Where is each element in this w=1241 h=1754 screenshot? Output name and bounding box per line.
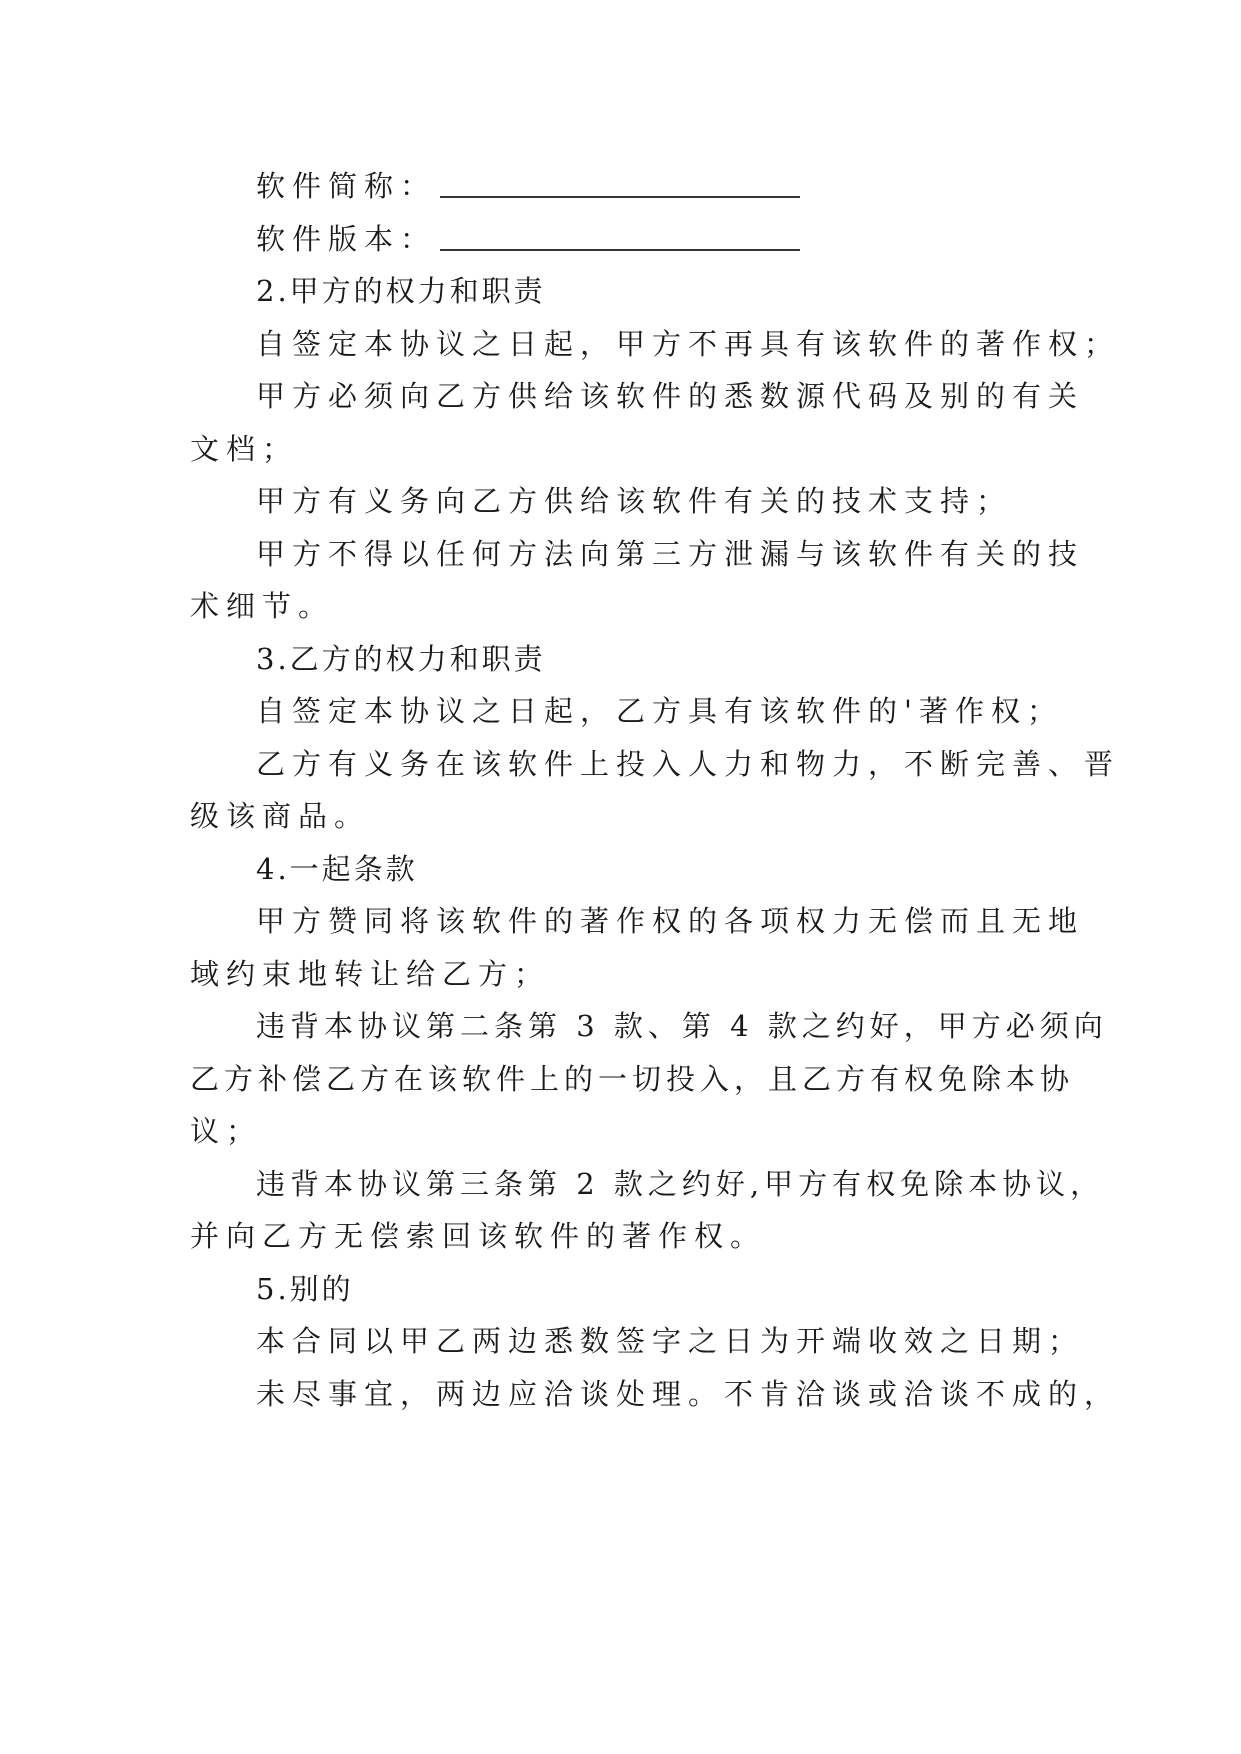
- paragraph-line: 议；: [190, 1114, 263, 1148]
- paragraph-line: 域约束地转让给乙方；: [190, 956, 551, 991]
- paragraph-line: 自签定本协议之日起，乙方具有该软件的'著作权；: [256, 694, 1063, 728]
- paragraph-line: 文档；: [190, 431, 299, 466]
- paragraph-line: 违背本协议第三条第 2 款之约好,甲方有权免除本协议，: [256, 1166, 1105, 1201]
- paragraph-line: 未尽事宜，两边应洽谈处理。不肯洽谈或洽谈不成的，: [256, 1376, 1121, 1411]
- software-version-row: [190, 213, 1070, 266]
- paragraph-line: 甲方不得以任何方法向第三方泄漏与该软件有关的技: [256, 536, 1085, 571]
- software-short-name-label: 软件简称：: [256, 169, 437, 203]
- paragraph-line: 并向乙方无偿索回该软件的著作权。: [190, 1219, 767, 1253]
- software-short-name-blank: [440, 166, 800, 198]
- section-heading-party-a: 2.甲方的权力和职责: [256, 274, 546, 308]
- paragraph-line: 术细节。: [190, 589, 335, 623]
- paragraph-line: 本合同以甲乙两边悉数签字之日为开端收效之日期；: [256, 1324, 1085, 1358]
- software-version-blank: [440, 219, 800, 251]
- paragraph-line: 甲方有义务向乙方供给该软件有关的技术支持；: [256, 484, 1013, 518]
- paragraph-line: 甲方必须向乙方供给该软件的悉数源代码及别的有关: [256, 379, 1085, 413]
- paragraph-line: 乙方补偿乙方在该软件上的一切投入，且乙方有权免除本协: [190, 1061, 1075, 1096]
- paragraph-line: 自签定本协议之日起，甲方不再具有该软件的著作权；: [256, 326, 1121, 361]
- software-short-name-row: [190, 160, 1070, 213]
- section-heading-party-b: 3.乙方的权力和职责: [256, 641, 546, 676]
- paragraph-line: 甲方赞同将该软件的著作权的各项权力无偿而且无地: [256, 904, 1085, 938]
- paragraph-line: 乙方有义务在该软件上投入人力和物力，不断完善、晋: [256, 746, 1121, 781]
- section-heading-common-terms: 4.一起条款: [256, 851, 418, 886]
- paragraph-line: 违背本协议第二条第 3 款、第 4 款之约好，甲方必须向: [256, 1009, 1108, 1043]
- section-heading-other: 5.别的: [256, 1271, 354, 1306]
- document-body: [190, 160, 1121, 1420]
- paragraph-line: 级该商品。: [190, 799, 371, 833]
- software-version-label: 软件版本：: [256, 221, 437, 256]
